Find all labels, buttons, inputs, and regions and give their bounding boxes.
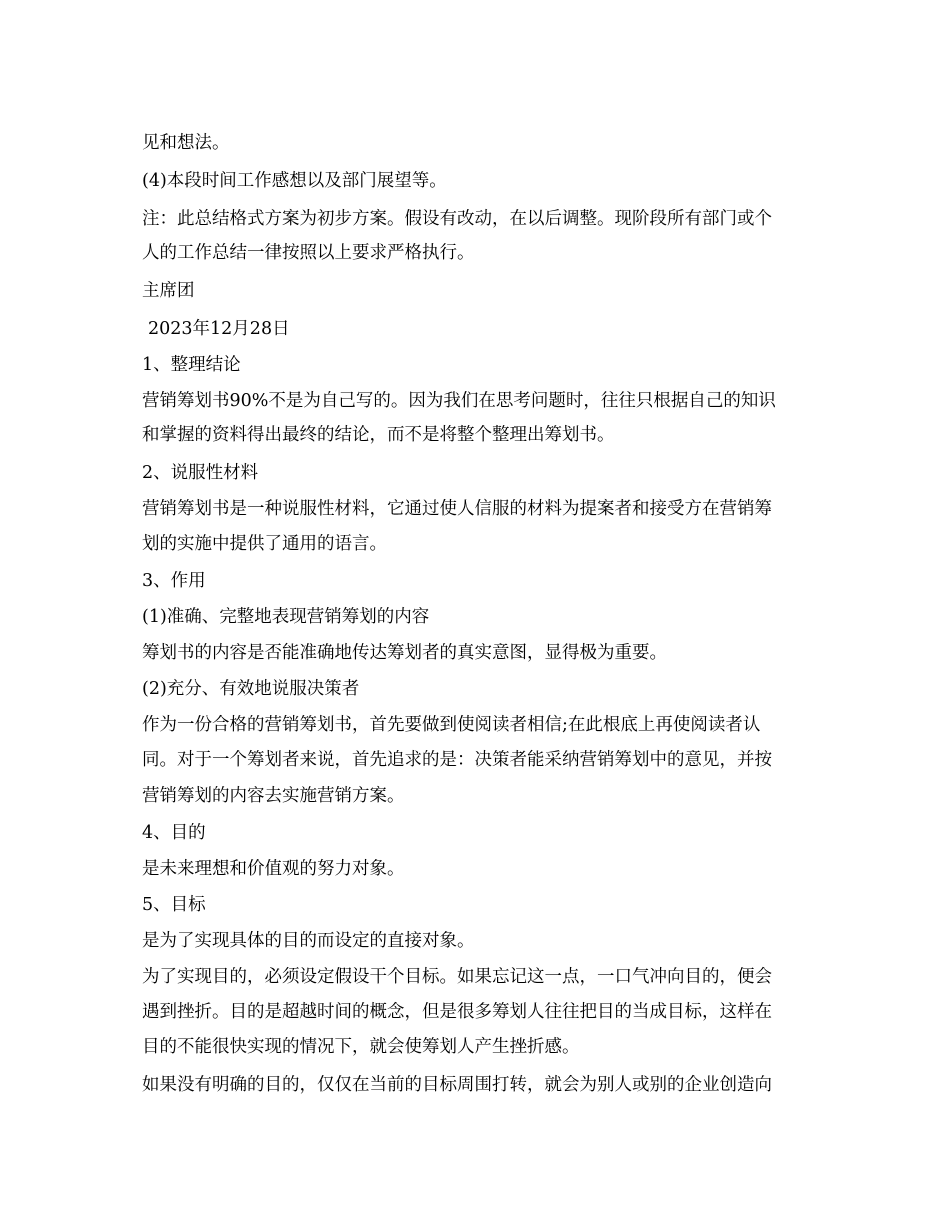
subsection-heading: (2)充分、有效地说服决策者 xyxy=(142,679,360,699)
paragraph-line: 是未来理想和价值观的努力对象。 xyxy=(142,859,405,879)
signature-org: 主席团 xyxy=(142,281,195,301)
paragraph-line: 目的不能很快实现的情况下，就会使筹划人产生挫折感。 xyxy=(142,1037,580,1057)
subsection-heading: (1)准确、完整地表现营销筹划的内容 xyxy=(142,607,430,627)
paragraph-line: 作为一份合格的营销筹划书，首先要做到使阅读者相信;在此根底上再使阅读者认 xyxy=(142,715,761,735)
paragraph-line: 营销筹划的内容去实施营销方案。 xyxy=(142,786,405,806)
note-line: 人的工作总结一律按照以上要求严格执行。 xyxy=(142,243,475,263)
paragraph-line: 是为了实现具体的目的而设定的直接对象。 xyxy=(142,931,475,951)
section-heading: 3、作用 xyxy=(142,571,206,591)
list-item: (4)本段时间工作感想以及部门展望等。 xyxy=(142,171,447,191)
section-heading: 5、目标 xyxy=(142,895,206,915)
section-heading: 4、目的 xyxy=(142,823,206,843)
text-line: 见和想法。 xyxy=(142,133,230,153)
section-heading: 1、整理结论 xyxy=(142,355,241,375)
paragraph-line: 为了实现目的，必须设定假设干个目标。如果忘记这一点，一口气冲向目的，便会 xyxy=(142,967,772,987)
signature-date: 2023年12月28日 xyxy=(148,319,290,339)
note-line: 注：此总结格式方案为初步方案。假设有改动，在以后调整。现阶段所有部门或个 xyxy=(142,209,772,229)
paragraph-line: 遇到挫折。目的是超越时间的概念，但是很多筹划人往往把目的当成目标，这样在 xyxy=(142,1002,772,1022)
paragraph-line: 营销筹划书是一种说服性材料，它通过使人信服的材料为提案者和接受方在营销筹 xyxy=(142,499,772,519)
paragraph-line: 筹划书的内容是否能准确地传达筹划者的真实意图，显得极为重要。 xyxy=(142,643,667,663)
paragraph-line: 营销筹划书90%不是为自己写的。因为我们在思考问题时，往往只根据自己的知识 xyxy=(142,391,776,411)
paragraph-line: 和掌握的资料得出最终的结论，而不是将整个整理出筹划书。 xyxy=(142,425,615,445)
paragraph-line: 如果没有明确的目的，仅仅在当前的目标周围打转，就会为别人或别的企业创造向 xyxy=(142,1075,772,1095)
paragraph-line: 同。对于一个筹划者来说，首先追求的是：决策者能采纳营销筹划中的意见，并按 xyxy=(142,750,772,770)
paragraph-line: 划的实施中提供了通用的语言。 xyxy=(142,534,387,554)
section-heading: 2、说服性材料 xyxy=(142,463,259,483)
